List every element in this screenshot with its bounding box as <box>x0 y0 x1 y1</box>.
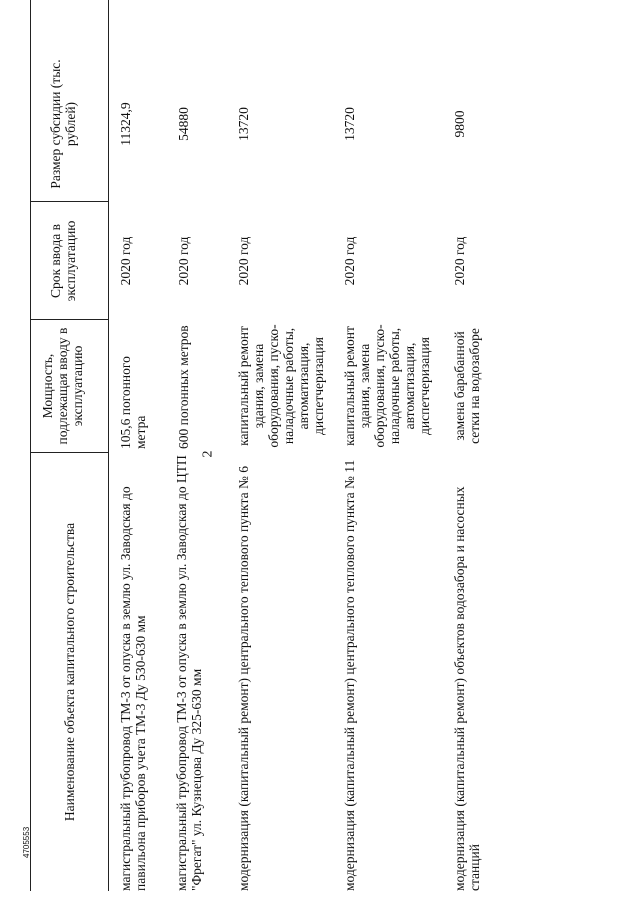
row-1-subsidy: 11324,9 <box>118 102 133 146</box>
row-2-term: 2020 год <box>176 236 191 286</box>
row-5-subsidy: 9800 <box>452 110 467 138</box>
row-3-name: модернизация (капитальный ремонт) центрального теплового пункта № 6 <box>236 466 251 891</box>
header-name: Наименование объекта капитального строительства <box>62 522 77 822</box>
row-5-name: модернизация (капитальный ремонт) объектов водозабора и насосных станций <box>452 486 482 891</box>
header-divider-3 <box>30 201 108 202</box>
row-4-term: 2020 год <box>342 236 357 286</box>
row-1-capacity: 105,6 погонного метра <box>118 356 148 449</box>
header-subsidy: Размер субсидии (тыс. рублей) <box>48 59 78 189</box>
table-top-rule <box>30 0 31 891</box>
row-3-capacity: капитальный ремонт здания, замена оборудования, пуско-наладочные работы, автоматизация, диспетчеризация <box>236 324 326 448</box>
row-2-capacity: 600 погонных метров <box>176 325 191 449</box>
row-3-subsidy: 13720 <box>236 107 251 141</box>
header-bottom-rule <box>108 0 109 891</box>
row-2-subsidy: 54880 <box>176 107 191 141</box>
header-capacity: Мощность, подлежащая вводу в эксплуатацию <box>40 327 85 445</box>
header-divider-2 <box>30 319 108 320</box>
row-5-term: 2020 год <box>452 236 467 286</box>
document-code: 4705553 <box>22 826 31 858</box>
row-4-subsidy: 13720 <box>342 107 357 141</box>
row-2-name: магистральный трубопровод ТМ-3 от опуска в землю ул. Заводская до ЦТП "Фрегат" ул. Кузнецова Ду 325-630 мм <box>174 455 204 891</box>
row-3-term: 2020 год <box>236 236 251 286</box>
page-number: 2 <box>200 450 216 458</box>
row-4-capacity: капитальный ремонт здания, замена оборудования, пуско-наладочные работы, автоматизация, диспетчеризация <box>342 324 432 448</box>
row-5-capacity: замена барабанной сетки на водозаборе <box>452 328 482 444</box>
row-1-term: 2020 год <box>118 236 133 286</box>
header-term: Срок ввода в эксплуатацию <box>48 220 78 302</box>
row-1-name: магистральный трубопровод ТМ-3 от опуска в землю ул. Заводская до павильона приборов учета ТМ-3 Ду 530-630 мм <box>118 486 148 891</box>
row-4-name: модернизация (капитальный ремонт) центрального теплового пункта № 11 <box>342 459 357 891</box>
